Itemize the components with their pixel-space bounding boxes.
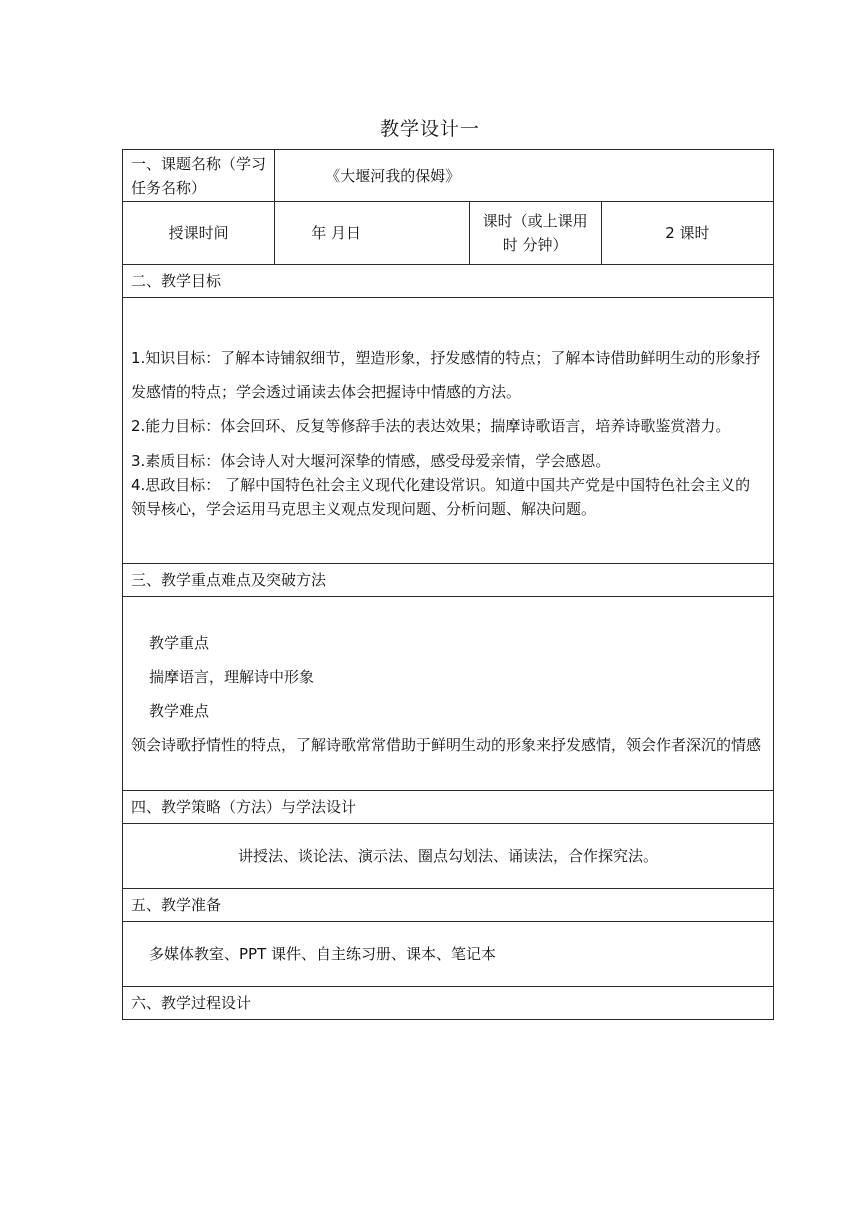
course-label: 一、课题名称（学习任务名称）	[123, 150, 275, 202]
key-points-heading: 三、教学重点难点及突破方法	[123, 564, 774, 597]
objectives-heading-row	[123, 265, 774, 298]
time-value: 年 月日	[275, 202, 469, 265]
process-heading: 六、教学过程设计	[123, 987, 774, 1020]
course-value: 《大堰河我的保姆》	[275, 150, 774, 202]
key-points-row	[123, 597, 774, 791]
objective-knowledge: 1.知识目标：了解本诗铺叙细节，塑造形象，抒发感情的特点；了解本诗借助鲜明生动的形象抒发感情的特点；学会透过诵读去体会把握诗中情感的方法。	[131, 348, 761, 401]
objectives-row	[123, 298, 774, 564]
course-row	[123, 150, 774, 202]
period-value: 2 课时	[601, 202, 773, 265]
key-points-cell	[123, 597, 774, 791]
objective-ability: 2.能力目标：体会回环、反复等修辞手法的表达效果；揣摩诗歌语言，培养诗歌鉴赏潜力。	[131, 416, 731, 435]
objective-ideology: 4.思政目标： 了解中国特色社会主义现代化建设常识。知道中国共产党是中国特色社会主义的领导核心，学会运用马克思主义观点发现问题、分析问题、解决问题。	[131, 475, 751, 518]
strategy-text: 讲授法、谈论法、演示法、圈点勾划法、诵读法，合作探究法。	[123, 824, 774, 889]
strategy-row	[123, 824, 774, 889]
process-heading-row	[123, 987, 774, 1020]
difficulty-text: 领会诗歌抒情性的特点，了解诗歌常常借助于鲜明生动的形象来抒发感情，领会作者深沉的情感	[131, 735, 762, 754]
objectives-heading: 二、教学目标	[123, 265, 774, 298]
period-label: 课时（或上课用时 分钟）	[469, 202, 601, 265]
key-points-heading-row	[123, 564, 774, 597]
preparation-heading: 五、教学准备	[123, 889, 774, 922]
lesson-plan-table	[122, 149, 774, 1020]
objective-quality: 3.素质目标：体会诗人对大堰河深挚的情感，感受母爱亲情，学会感恩。	[131, 451, 611, 470]
preparation-row	[123, 922, 774, 987]
time-label: 授课时间	[123, 202, 275, 265]
page-title: 教学设计一	[379, 118, 480, 140]
strategy-heading: 四、教学策略（方法）与学法设计	[123, 791, 774, 824]
preparation-heading-row	[123, 889, 774, 922]
preparation-text: 多媒体教室、PPT 课件、自主练习册、课本、笔记本	[123, 922, 774, 987]
difficulty-label: 教学难点	[149, 701, 210, 720]
focus-label: 教学重点	[149, 633, 210, 652]
schedule-row	[123, 202, 774, 265]
objectives-cell	[123, 298, 774, 564]
focus-text: 揣摩语言，理解诗中形象	[149, 667, 315, 686]
strategy-heading-row	[123, 791, 774, 824]
